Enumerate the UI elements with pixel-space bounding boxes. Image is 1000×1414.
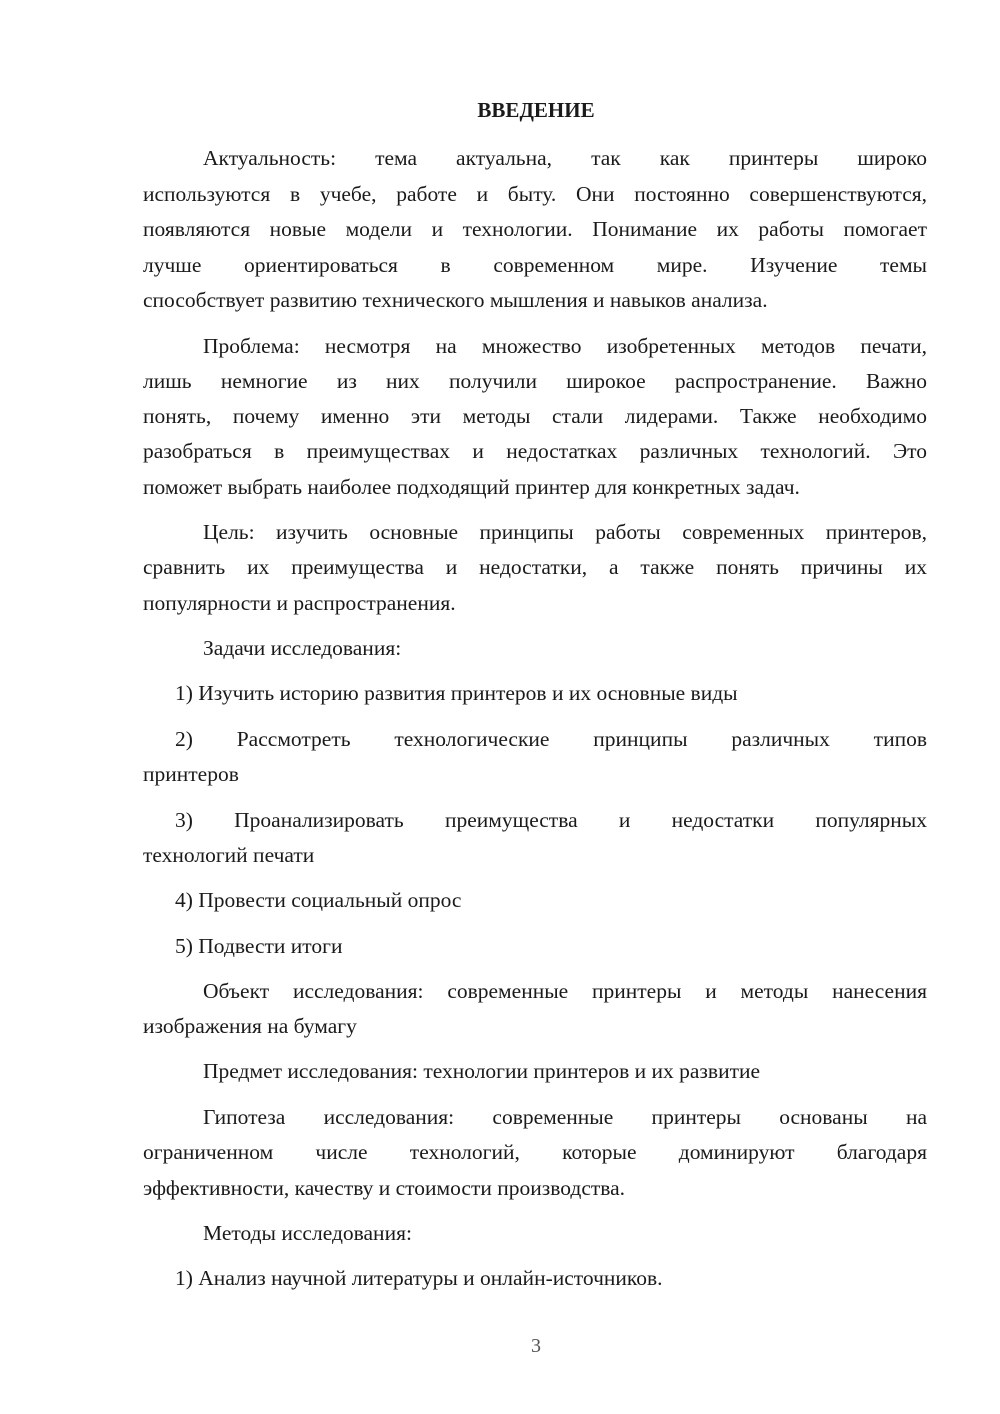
list-item: 1) Анализ научной литературы и онлайн-источников. bbox=[175, 1266, 663, 1290]
paragraph-line: популярности и распространения. bbox=[143, 591, 456, 615]
paragraph-line: изображения на бумагу bbox=[143, 1014, 357, 1038]
paragraph-line: сравнить их преимущества и недостатки, а также понять причины их bbox=[143, 555, 927, 579]
page-title: ВВЕДЕНИЕ bbox=[477, 98, 595, 122]
list-item: 5) Подвести итоги bbox=[175, 934, 343, 958]
list-item: 3) Проанализировать преимущества и недостатки популярных bbox=[175, 808, 927, 832]
methods-heading: Методы исследования: bbox=[203, 1221, 412, 1245]
paragraph-line: Цель: изучить основные принципы работы современных принтеров, bbox=[203, 520, 927, 544]
paragraph-line: появляются новые модели и технологии. Понимание их работы помогает bbox=[143, 217, 927, 241]
paragraph-line: лучше ориентироваться в современном мире. Изучение темы bbox=[143, 253, 927, 277]
paragraph-line: Объект исследования: современные принтеры и методы нанесения bbox=[203, 979, 927, 1003]
list-item: 1) Изучить историю развития принтеров и их основные виды bbox=[175, 681, 738, 705]
paragraph-line: понять, почему именно эти методы стали лидерами. Также необходимо bbox=[143, 404, 927, 428]
list-item: 4) Провести социальный опрос bbox=[175, 888, 462, 912]
paragraph-line: разобраться в преимуществах и недостатках различных технологий. Это bbox=[143, 439, 927, 463]
paragraph-line: Гипотеза исследования: современные принтеры основаны на bbox=[203, 1105, 927, 1129]
list-item-continuation: принтеров bbox=[143, 762, 239, 786]
paragraph-line: поможет выбрать наиболее подходящий принтер для конкретных задач. bbox=[143, 475, 800, 499]
paragraph-line: Актуальность: тема актуальна, так как принтеры широко bbox=[203, 146, 927, 170]
paragraph-line: Проблема: несмотря на множество изобретенных методов печати, bbox=[203, 334, 927, 358]
paragraph-line: способствует развитию технического мышления и навыков анализа. bbox=[143, 288, 768, 312]
paragraph-line: Предмет исследования: технологии принтеров и их развитие bbox=[203, 1059, 761, 1083]
list-item-continuation: технологий печати bbox=[143, 843, 315, 867]
paragraph-line: используются в учебе, работе и быту. Они постоянно совершенствуются, bbox=[143, 182, 927, 206]
paragraph-line: лишь немногие из них получили широкое распространение. Важно bbox=[143, 369, 927, 393]
tasks-heading: Задачи исследования: bbox=[203, 636, 402, 660]
paragraph-line: ограниченном числе технологий, которые доминируют благодаря bbox=[143, 1140, 927, 1164]
paragraph-line: эффективности, качеству и стоимости производства. bbox=[143, 1176, 626, 1200]
page-number: 3 bbox=[531, 1335, 541, 1357]
list-item: 2) Рассмотреть технологические принципы различных типов bbox=[175, 727, 927, 751]
